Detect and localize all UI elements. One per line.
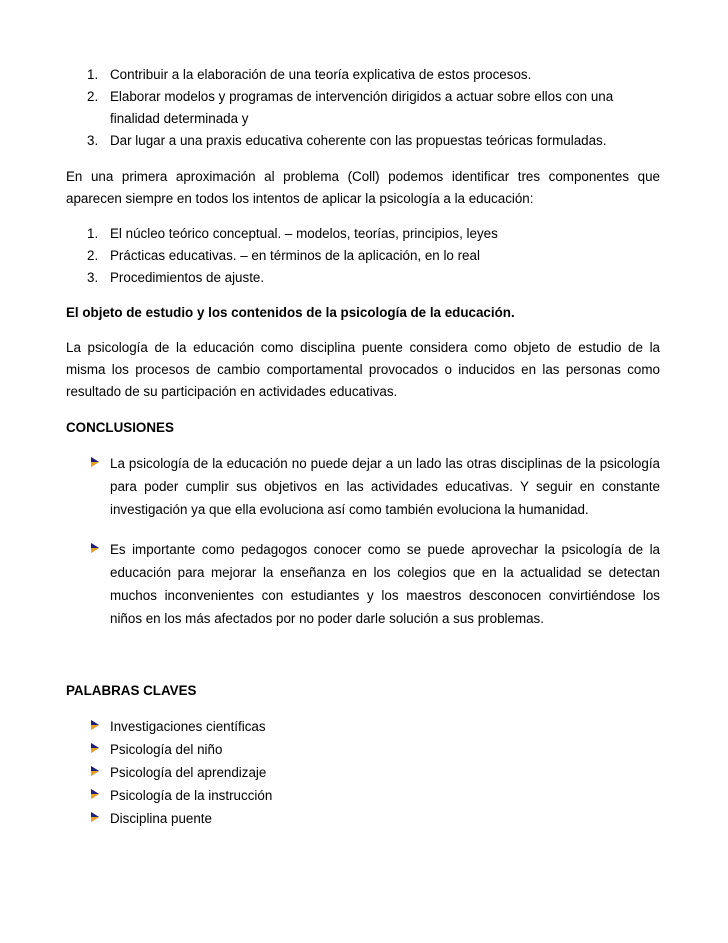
list-item	[66, 738, 660, 761]
list-item	[66, 452, 660, 521]
conclusiones-list	[66, 452, 660, 630]
list-item-text: Psicología del aprendizaje	[110, 765, 267, 780]
list-item	[66, 538, 660, 630]
list-item	[66, 761, 660, 784]
bullet-arrow-icon	[89, 456, 101, 468]
list-item: 2. Prácticas educativas. – en términos de la aplicación, en lo real	[87, 248, 480, 263]
list-item-text: Es importante como pedagogos conocer como se puede aprovechar la psicología de la educación para mejorar la enseñanza en los colegios que en la actualidad se detectan muchos inconvenientes con estudiantes y los maestros desconocen convirtiéndose los niños en los más afectados por no poder darle solución a sus problemas.	[110, 542, 660, 626]
paragraph-objeto: La psicología de la educación como disciplina puente considera como objeto de estudio de la misma los procesos de cambio comportamental provocados o inducidos en las personas como resultado de su participación en actividades educativas.	[66, 340, 660, 399]
list-item-text: Psicología del niño	[110, 742, 223, 757]
list-item-text: Elaborar modelos y programas de intervención dirigidos a actuar sobre ellos con una finalidad determinada y	[110, 89, 614, 126]
list-item: 1. Contribuir a la elaboración de una teoría explicativa de estos procesos.	[87, 67, 532, 82]
bullet-arrow-icon	[89, 765, 101, 777]
bullet-arrow-icon	[89, 811, 101, 823]
list-item-text: Disciplina puente	[110, 811, 212, 826]
palabras-claves-list	[66, 715, 660, 830]
document-page	[66, 64, 660, 830]
objectives-list	[66, 64, 660, 152]
heading-palabras-claves: PALABRAS CLAVES	[66, 683, 197, 698]
list-item-text: Contribuir a la elaboración de una teoría explicativa de estos procesos.	[110, 67, 532, 82]
list-item-text: Prácticas educativas. – en términos de la aplicación, en lo real	[110, 248, 480, 263]
list-item	[66, 784, 660, 807]
list-item: 1. El núcleo teórico conceptual. – modelos, teorías, principios, leyes	[87, 226, 498, 241]
list-item-text: Investigaciones científicas	[110, 719, 266, 734]
list-item-text: La psicología de la educación no puede dejar a un lado las otras disciplinas de la psicología para poder cumplir sus objetivos en las actividades educativas. Y seguir en constante investigación ya que ella evoluciona así como también evoluciona la humanidad.	[110, 456, 660, 517]
list-item	[66, 715, 660, 738]
list-item-text: Dar lugar a una praxis educativa coherente con las propuestas teóricas formuladas.	[110, 133, 607, 148]
list-item-text: Procedimientos de ajuste.	[110, 270, 265, 285]
paragraph-intro: En una primera aproximación al problema (Coll) podemos identificar tres componentes que aparecen siempre en todos los intentos de aplicar la psicología a la educación:	[66, 169, 660, 206]
bullet-arrow-icon	[89, 788, 101, 800]
list-item: 2. Elaborar modelos y programas de intervención dirigidos a actuar sobre ellos con una finalidad determinada y	[87, 89, 614, 126]
heading-conclusiones: CONCLUSIONES	[66, 420, 174, 435]
components-list	[66, 223, 660, 289]
list-item: 3. Dar lugar a una praxis educativa coherente con las propuestas teóricas formuladas.	[87, 133, 607, 148]
bullet-arrow-icon	[89, 742, 101, 754]
bullet-arrow-icon	[89, 542, 101, 554]
list-item	[66, 807, 660, 830]
list-item-text: El núcleo teórico conceptual. – modelos, teorías, principios, leyes	[110, 226, 498, 241]
heading-objeto: El objeto de estudio y los contenidos de la psicología de la educación.	[66, 305, 515, 320]
list-item: 3. Procedimientos de ajuste.	[87, 270, 265, 285]
bullet-arrow-icon	[89, 719, 101, 731]
list-item-text: Psicología de la instrucción	[110, 788, 273, 803]
